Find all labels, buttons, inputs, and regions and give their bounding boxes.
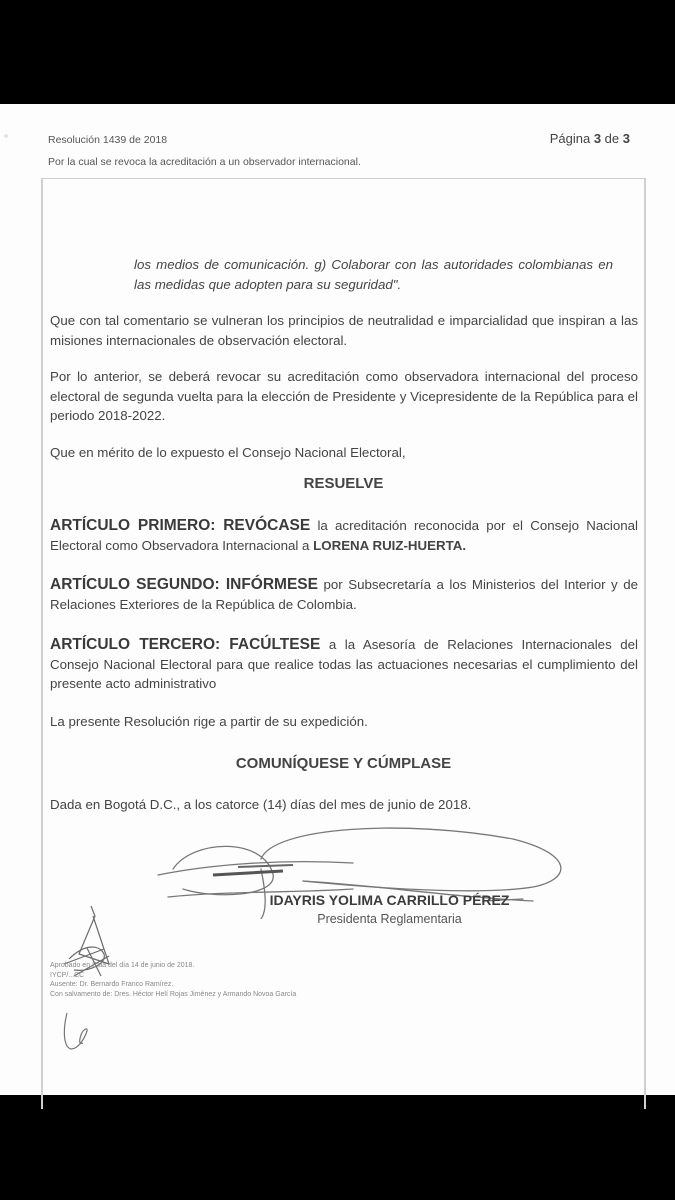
article-second-text: por Subsecretaría a los Ministerios del Interior y de Relaciones Exteriores de la República de Colombia. [50, 577, 638, 612]
observer-name: LORENA RUIZ-HUERTA [313, 537, 463, 553]
note-initials: IYCP/...CC [50, 971, 85, 979]
closing-heading: COMUNÍQUESE Y CÚMPLASE [235, 755, 452, 772]
resolution-subject: Por la cual se revoca la acreditación a un observador internacional. [48, 156, 361, 168]
note-dissent: Con salvamento de: Dres. Héctor Helí Rojas Jiménez y Armando Novoa García [50, 990, 297, 998]
article-first-tail: . [462, 537, 467, 553]
article-second-lead: ARTÍCULO SEGUNDO: INFÓRMESE [50, 576, 318, 593]
document-page [0, 104, 675, 1095]
paragraph-revocation: Por lo anterior, se deberá revocar su acreditación como observadora internacional del proceso electoral de segunda vuelta para la elección de Presidente y Vicepresidente de la República para el periodo 2018-2022. [50, 369, 638, 423]
content-frame [41, 178, 646, 1109]
article-second [50, 575, 638, 614]
resolves-heading: RESUELVE [303, 475, 384, 492]
paragraph-date-place: Dada en Bogotá D.C., a los catorce (14) días del mes de junio de 2018. [50, 797, 472, 812]
approval-notes [50, 961, 296, 999]
article-third-text: a la Asesoría de Relaciones Internacionales del Consejo Nacional Electoral para que realice todas las actuaciones necesarias el cumplimiento del presente acto administrativo [50, 637, 638, 691]
scan-smudge [4, 134, 8, 138]
article-first [50, 516, 638, 555]
signatory-role: Presidenta Reglamentaria [317, 912, 462, 926]
handwritten-mark [53, 1009, 93, 1059]
note-approved: Aprobado en Sala del día 14 de junio de 2018. [50, 962, 195, 969]
quoted-text: los medios de comunicación. g) Colaborar con las autoridades colombianas en las medidas que adopten para su seguridad". [134, 257, 613, 292]
article-third [50, 635, 638, 694]
paragraph-effective: La presente Resolución rige a partir de su expedición. [50, 714, 368, 729]
paragraph-neutrality: Que con tal comentario se vulneran los principios de neutralidad e imparcialidad que inspiran a las misiones internacionales de observación electoral. [50, 313, 638, 348]
article-first-lead: ARTÍCULO PRIMERO: REVÓCASE [50, 517, 311, 534]
page-of: de [604, 131, 620, 146]
article-third-lead: ARTÍCULO TERCERO: FACÚLTESE [50, 636, 321, 653]
page-total: 3 [622, 131, 630, 146]
resolution-number: Resolución 1439 de 2018 [48, 134, 168, 146]
page-indicator [550, 131, 630, 146]
page-current: 3 [593, 131, 602, 146]
note-absent: Ausente: Dr. Bernardo Franco Ramírez. [50, 981, 174, 988]
paragraph-merit: Que en mérito de lo expuesto el Consejo Nacional Electoral, [50, 445, 406, 460]
article-first-text: la acreditación reconocida por el Consejo Nacional Electoral como Observadora Internacional a [50, 518, 638, 553]
signatory-name: IDAYRIS YOLIMA CARRILLO PÉREZ [269, 892, 510, 908]
page-label: Página [549, 131, 591, 146]
